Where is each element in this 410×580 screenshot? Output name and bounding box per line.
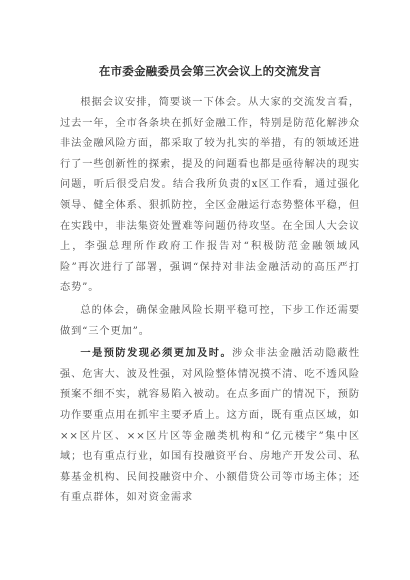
document-title: 在市委金融委员会第三次会议上的交流发言 xyxy=(98,64,322,78)
paragraph-summary xyxy=(60,301,360,342)
paragraph-point-one-text: 涉众非法金融活动隐蔽性强、危害大、波及性强，对风险整体情况摸不清、吃不透风险预案不细不实，就容易陷入被动。在点多面广的情况下，预防功作要重点用在抓牢主要矛盾上。这方面，既有重点区域，如××区片区、××区片区等金融类机构和“亿元楼宇”集中区域；也有重点行业，如国有投融资平台、房地产开发公司、私募基金机构、民间投融资中介、小额借贷公司等市场主体；还有重点群体，如对资金需求 xyxy=(60,348,361,504)
paragraph-intro xyxy=(60,93,360,299)
paragraph-point-one xyxy=(60,344,360,509)
paragraph-point-one-lead: 一是预防发现必须更加及时。 xyxy=(80,348,233,360)
paragraph-summary-text: 总的体会，确保金融风险长期平稳可控，下步工作还需要做到“三个更加”。 xyxy=(60,304,360,337)
paragraph-intro-text: 根据会议安排，简要谈一下体会。从大家的交流发言看，过去一年，全市各条块在抓好金融工作，特别是防范化解涉众非法金融风险方面，都采取了较为扎实的举措，有的领域还进行了一些创新性的探索，提及的问题看也都是亟待解决的现实问题，听后很受启发。结合我所负责的x区工作看，通过强化领导、健全体系、狠抓防控，全区金融运行态势整体平稳，但在实践中，非法集资处置难等问题仍待攻坚。在全国人大会议上，李强总理所作政府工作报告对“积极防范金融领域风险”再次进行了部署，强调“保持对非法金融活动的高压严打态势”。 xyxy=(60,97,360,294)
document-page xyxy=(60,64,360,509)
